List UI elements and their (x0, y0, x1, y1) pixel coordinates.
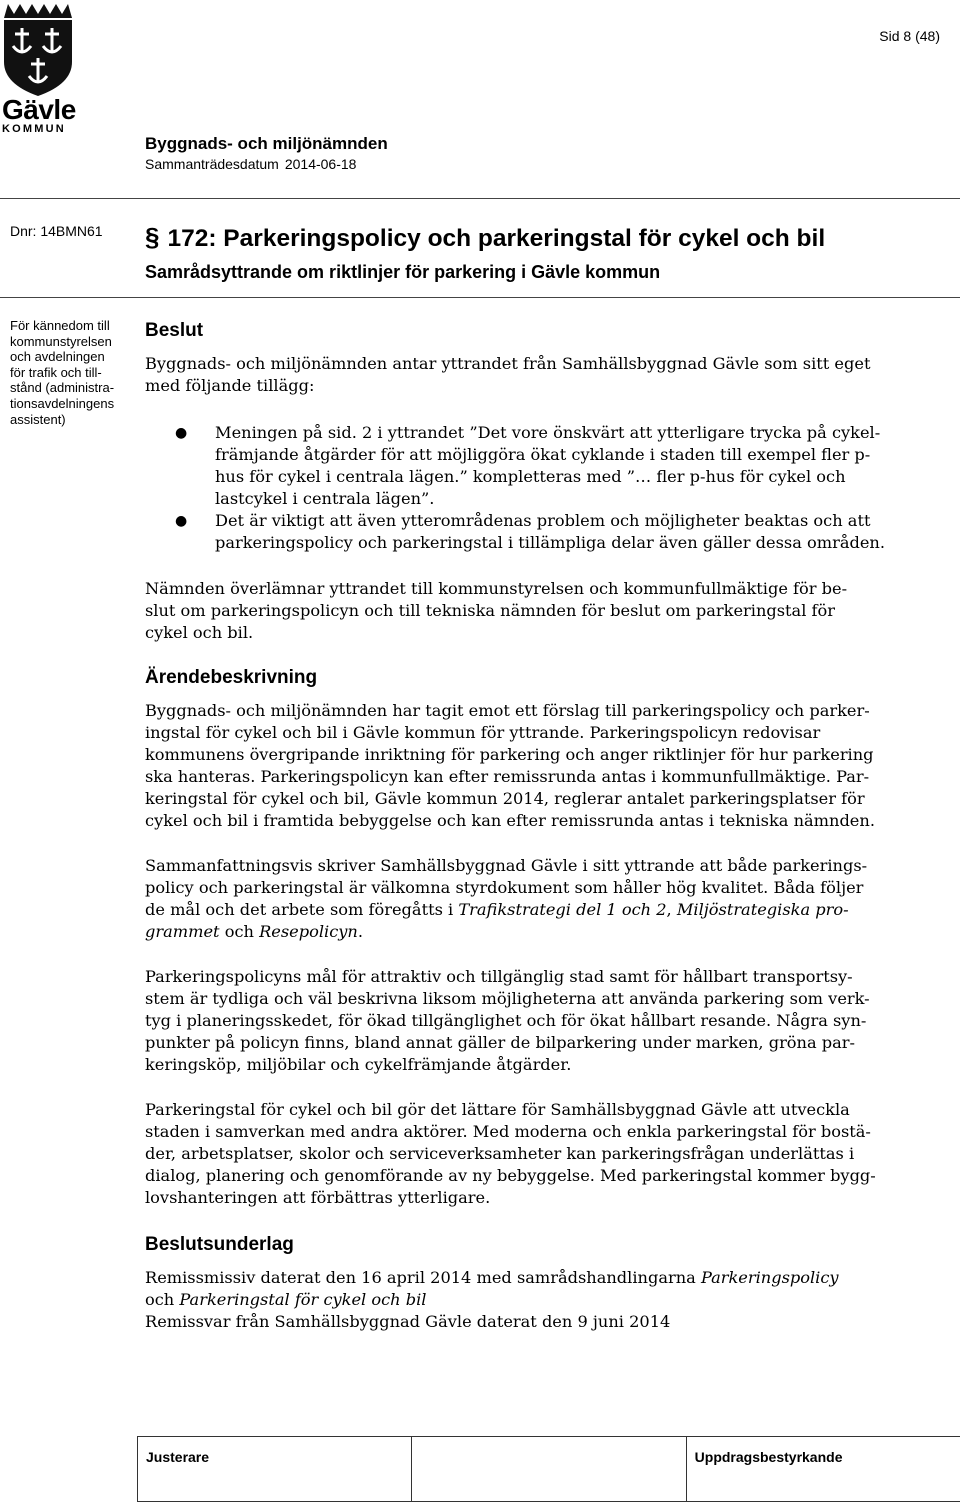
text-line: lastcykel i centrala lägen”. (215, 489, 435, 508)
sidebar-line: kommunstyrelsen (10, 333, 112, 349)
text-line: staden i samverkan med andra aktörer. Med moderna och enkla parkeringstal för bostä- (145, 1122, 871, 1141)
beslut-closing (145, 578, 905, 644)
text-line: tyg i planeringsskedet, för ökad tillgänglighet och för ökat hållbart resande. Några syn- (145, 1011, 867, 1030)
document-title: Trafikstrategi del 1 och 2 (458, 900, 667, 919)
meeting-date-value: 2014-06-18 (284, 156, 357, 172)
beslut-intro (145, 353, 905, 397)
text-line: slut om parkeringspolicyn och till tekniska nämnden för beslut om parkeringstal för (145, 601, 836, 620)
text-line: hus för cykel i centrala lägen.” kompletteras med ”… fler p-hus för cykel och (215, 467, 846, 486)
gavle-kommun-logo (0, 0, 80, 140)
document-title: Parkeringstal för cykel och bil (179, 1290, 427, 1309)
sidebar-line: assistent) (10, 411, 66, 427)
dnr-number: Dnr: 14BMN61 (10, 223, 103, 239)
text-line: Remissmissiv daterat den 16 april 2014 med samrådshandlingarna Parkeringspolicy (145, 1268, 839, 1287)
document-title: Miljöstrategiska pro- (676, 900, 849, 919)
title-divider (0, 297, 960, 298)
text-line: cykel och bil. (145, 623, 254, 642)
text-line: parkeringspolicy och parkeringstal i tillämpliga delar även gäller dessa områden. (215, 533, 885, 552)
bullet-icon: ● (175, 513, 188, 529)
text-line: Parkeringspolicyns mål för attraktiv och tillgänglig stad samt för hållbart transportsy- (145, 967, 853, 986)
arende-paragraph-2 (145, 855, 905, 943)
page-number: Sid 8 (48) (879, 28, 940, 44)
text-line: Nämnden överlämnar yttrandet till kommunstyrelsen och kommunfullmäktige för be- (145, 579, 848, 598)
text-line: Byggnads- och miljönämnden har tagit emot ett förslag till parkeringspolicy och parker- (145, 701, 870, 720)
document-title: Resepolicyn (259, 922, 358, 941)
sidebar-line: och avdelningen (10, 349, 105, 365)
text-line: främjande åtgärder för att möjliggöra ökat cyklande i staden till exempel fler p- (215, 445, 871, 464)
sidebar-line: För kännedom till (10, 318, 110, 333)
arende-heading: Ärendebeskrivning (145, 667, 318, 688)
bullet-icon: ● (175, 425, 188, 441)
text-line: lovshanteringen att förbättras ytterligare. (145, 1188, 491, 1207)
document-title: grammet (145, 922, 220, 941)
text-line: keringsköp, miljöbilar och cykelfrämjande åtgärder. (145, 1055, 572, 1074)
text-line: Det är viktigt att även ytterområdenas problem och möjligheter beaktas och att (215, 511, 871, 530)
text-line: grammet och Resepolicyn. (145, 922, 363, 941)
logo-subtext: KOMMUN (2, 123, 66, 135)
text-line: keringstal för cykel och bil, Gävle kommun 2014, reglerar antalet parkeringsplatser för (145, 789, 865, 808)
sidebar-distribution-note (10, 318, 130, 427)
underlag-list (145, 1267, 905, 1333)
meeting-date-label: Sammanträdesdatum (145, 156, 279, 172)
committee-name: Byggnads- och miljönämnden (145, 134, 388, 153)
text-line: kommunens övergripande inriktning för parkering och anger riktlinjer för hur parkering (145, 745, 874, 764)
logo-text: Gävle (2, 94, 76, 125)
sidebar-line: tionsavdelningens (10, 395, 115, 411)
section-title-text: 172: Parkeringspolicy och parkeringstal för cykel och bil (167, 225, 826, 252)
text-line: stem är tydliga och väl beskrivna liksom möjligheterna att använda parkering som verk- (145, 989, 870, 1008)
sidebar-line: för trafik och till- (10, 364, 102, 380)
arende-paragraph-3 (145, 966, 905, 1076)
text-line: punkter på policyn finns, bland annat gäller de bilparkering under marken, gröna par- (145, 1033, 855, 1052)
justerare-cell: Justerare (138, 1437, 412, 1501)
text-line: de mål och det arbete som föregåtts i Trafikstrategi del 1 och 2, Miljöstrategiska pro- (145, 900, 849, 919)
text-line: Parkeringstal för cykel och bil gör det lättare för Samhällsbyggnad Gävle att utveckla (145, 1100, 850, 1119)
text-line: Byggnads- och miljönämnden antar yttrandet från Samhällsbyggnad Gävle som sitt eget (145, 354, 871, 373)
empty-signature-cell (412, 1437, 686, 1501)
text-line: och Parkeringstal för cykel och bil (145, 1290, 427, 1309)
section-title (145, 222, 825, 253)
beslut-heading: Beslut (145, 320, 204, 341)
text-line: ingstal för cykel och bil i Gävle kommun för yttrande. Parkeringspolicyn redovisar (145, 723, 821, 742)
text-line: Meningen på sid. 2 i yttrandet ”Det vore önskvärt att ytterligare trycka på cykel- (215, 423, 881, 442)
text-line: cykel och bil i framtida bebyggelse och kan efter remissrunda antas i tekniska nämnden. (145, 811, 875, 830)
text-line: Sammanfattningsvis skriver Samhällsbyggnad Gävle i sitt yttrande att både parkerings- (145, 856, 868, 875)
text-line: med följande tillägg: (145, 376, 315, 395)
arende-paragraph-1 (145, 700, 905, 832)
bullet-item (175, 510, 905, 554)
sidebar-line: stånd (administra- (10, 380, 115, 396)
arende-paragraph-4 (145, 1099, 905, 1209)
text-line: der, arbetsplatser, skolor och serviceverksamheter kan parkeringsfrågan underlättas i (145, 1144, 855, 1163)
underlag-heading: Beslutsunderlag (145, 1234, 294, 1255)
text-line: ska hanteras. Parkeringspolicyn kan efter remissrunda antas i kommunfullmäktige. Par- (145, 767, 870, 786)
beslut-bullet-list (175, 422, 905, 554)
uppdragsbestyrkande-cell: Uppdragsbestyrkande (694, 1449, 843, 1465)
text-line: Remissvar från Samhällsbyggnad Gävle daterat den 9 juni 2014 (145, 1312, 671, 1331)
bullet-item (175, 422, 905, 510)
section-subtitle: Samrådsyttrande om riktlinjer för parkering i Gävle kommun (145, 262, 661, 282)
text-line: policy och parkeringstal är välkomna styrdokument som håller hög kvalitet. Båda följer (145, 878, 864, 897)
document-title: Parkeringspolicy (700, 1268, 839, 1287)
header-divider (0, 198, 960, 199)
meeting-date-line (145, 156, 362, 172)
signature-footer (137, 1436, 960, 1502)
text-line: dialog, planering och genomförande av ny bebyggelse. Med parkeringstal kommer bygg- (145, 1166, 876, 1185)
paragraph-symbol: § (145, 222, 160, 252)
